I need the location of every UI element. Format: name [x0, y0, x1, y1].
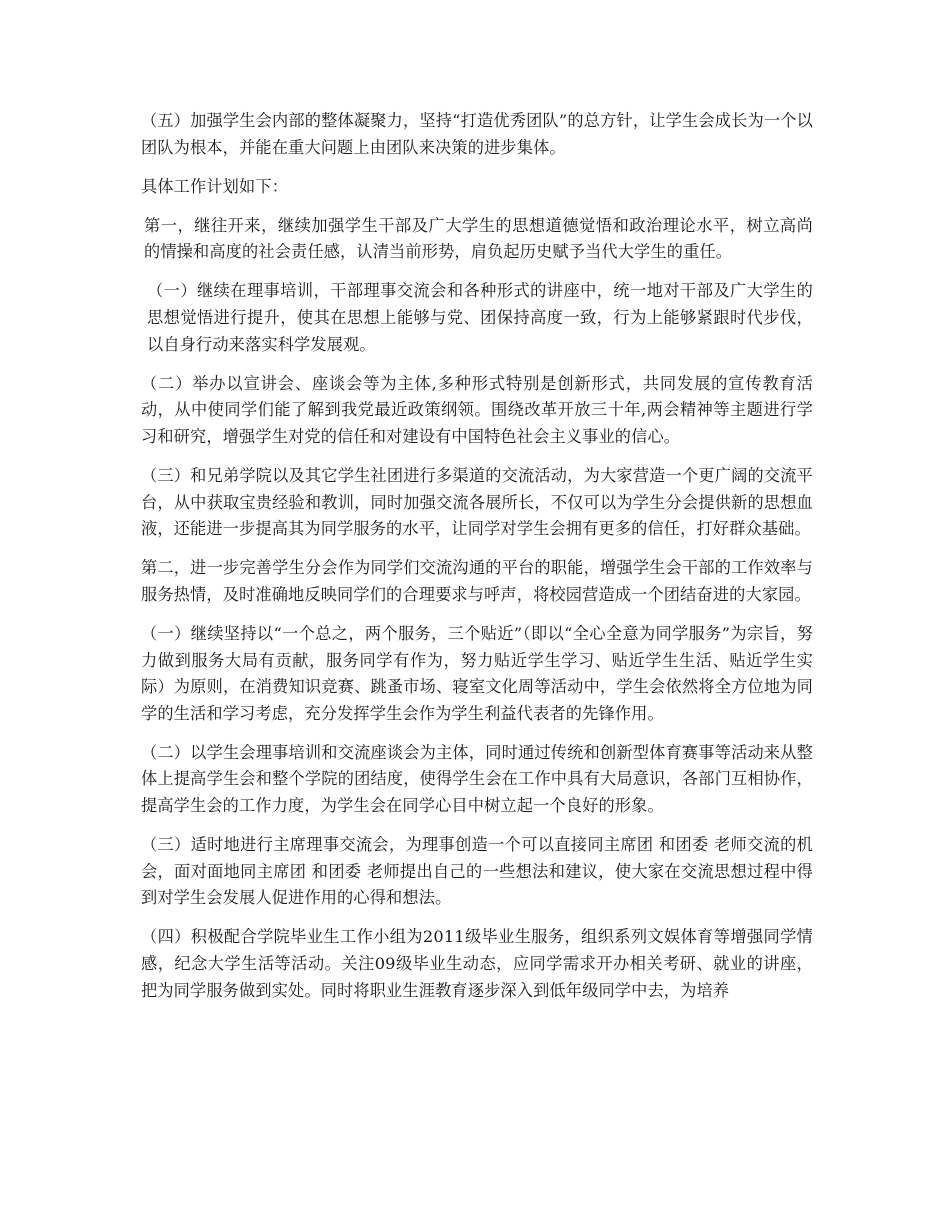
paragraph-first-item-2: （二）举办以宣讲会、座谈会等为主体,多种形式特别是创新形式，共同发展的宣传教育活动，从中使同学们能了解到我党最近政策纲领。围绕改革开放三十年,两会精神等主题进行学习和研究，增强学生对党的信任和对建设有中国特色社会主义事业的信心。 [141, 373, 813, 446]
paragraph-second-item-3: （三）适时地进行主席理事交流会，为理事创造一个可以直接同主席团 和团委 老师交流的机会，面对面地同主席团 和团委 老师提出自己的一些想法和建议，使大家在交流思想过程中得到对学生会发展人促进作用的心得和想法。 [141, 835, 813, 908]
paragraph-second-item-4: （四）积极配合学院毕业生工作小组为2011级毕业生服务，组织系列文娱体育等增强同学情感，纪念大学生活等活动。关注09级毕业生动态，应同学需求开办相关考研、就业的讲座，把为同学服务做到实处。同时将职业生涯教育逐步深入到低年级同学中去，为培养 [141, 927, 813, 1000]
paragraph-first-heading: 第一，继往开来，继续加强学生干部及广大学生的思想道德觉悟和政治理论水平，树立高尚的情操和高度的社会责任感，认清当前形势，肩负起历史赋予当代大学生的重任。 [144, 215, 813, 262]
paragraph-plan-intro: 具体工作计划如下： [141, 176, 289, 196]
paragraph-section-five: （五）加强学生会内部的整体凝聚力，坚持“打造优秀团队”的总方针，让学生会成长为一个以团队为根本，并能在重大问题上由团队来决策的进步集体。 [141, 111, 813, 157]
paragraph-first-item-1: （一）继续在理事培训，干部理事交流会和各种形式的讲座中，统一地对干部及广大学生的思想觉悟进行提升，使其在思想上能够与党、团保持高度一致，行为上能够紧跟时代步伐，以自身行动来落实科学发展观。 [147, 281, 813, 354]
paragraph-first-item-3: （三）和兄弟学院以及其它学生社团进行多渠道的交流活动，为大家营造一个更广阔的交流平台，从中获取宝贵经验和教训，同时加强交流各展所长，不仅可以为学生分会提供新的思想血液，还能进一步提高其为同学服务的水平，让同学对学生会拥有更多的信任，打好群众基础。 [141, 466, 813, 539]
document-body [141, 108, 813, 1017]
paragraph-second-heading: 第二，进一步完善学生分会作为同学们交流沟通的平台的职能，增强学生会干部的工作效率与服务热情，及时准确地反映同学们的合理要求与呼声，将校园营造成一个团结奋进的大家园。 [141, 558, 813, 604]
paragraph-second-item-1: （一）继续坚持以“一个总之，两个服务，三个贴近”（即以“全心全意为同学服务”为宗旨，努力做到服务大局有贡献，服务同学有作为，努力贴近学生学习、贴近学生生活、贴近学生实际）为原则，在消费知识竞赛、跳蚤市场、寝室文化周等活动中，学生会依然将全方位地为同学的生活和学习考虑，充分发挥学生会作为学生利益代表者的先锋作用。 [141, 624, 813, 723]
paragraph-second-item-2: （二）以学生会理事培训和交流座谈会为主体，同时通过传统和创新型体育赛事等活动来从整体上提高学生会和整个学院的团结度，使得学生会在工作中具有大局意识，各部门互相协作，提高学生会的工作力度，为学生会在同学心目中树立起一个良好的形象。 [141, 742, 813, 816]
